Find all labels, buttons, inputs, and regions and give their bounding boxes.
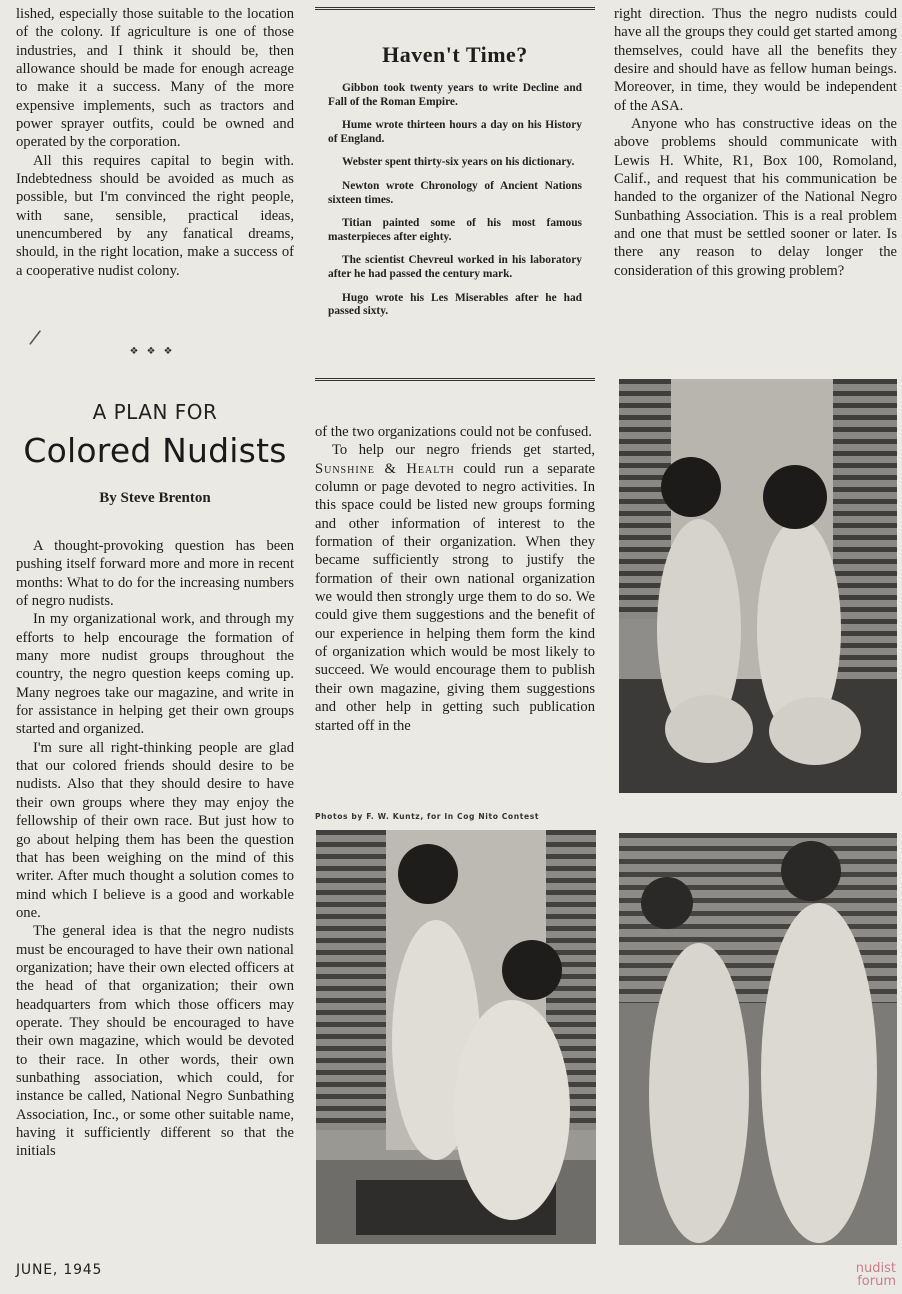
sidebar-item: Hume wrote thirteen hours a day on his History of England. bbox=[328, 119, 582, 145]
section-divider-ornament: ❖❖❖ bbox=[129, 346, 181, 357]
paragraph: of the two organizations could not be confused. bbox=[315, 424, 592, 440]
sidebar-item: Hugo wrote his Les Miserables after he had passed sixty. bbox=[328, 291, 582, 318]
sidebar-item: Titian painted some of his most famous masterpieces after eighty. bbox=[328, 217, 582, 243]
watermark-line: nudist bbox=[855, 1261, 896, 1276]
paragraph-text: could run a separate column or page devoted to negro activities. In this space could be listed new groups forming and other information of interest to the formation of their organization. When they became sufficiently strong to justify the formation of their own national organization we would then strongly urge them to do so. We could give them suggestions and the benefit of our experience in helping them form the kind of organization which would be most likely to succeed. We would encourage them to publish their own magazine, giving them suggestions and other help in getting such publication started off in the bbox=[315, 460, 595, 734]
paragraph bbox=[315, 441, 595, 735]
paragraph: The general idea is that the negro nudists must be encouraged to have their own national organization; have their own elected officers at the head of that organization; their own headquarters from which those officers may operate. They should be encouraged to have their own magazine, which would be devoted to their race. In other words, their own sunbathing association, which could, for instance be called, National Negro Sunbathing Association, Inc., or some other suitable name, having it sufficiently different so that the initials bbox=[16, 923, 294, 1160]
sidebar-item: The scientist Chevreul worked in his laboratory after he had passed the century mark. bbox=[328, 254, 582, 280]
paragraph: Anyone who has constructive ideas on the above problems should communicate with Lewis H. White, R1, Box 100, Romoland, Calif., and request that his communication be handed to the organizer of the National Negro Sunbathing Association. This is a real problem and one that must be settled sooner or later. Is there any reason to delay longer the consideration of this growing problem? bbox=[614, 116, 897, 279]
paragraph: A thought-provoking question has been pushing itself forward more and more in recent months: What to do for the increasing numbers of negro nudists. bbox=[16, 538, 294, 610]
paragraph: lished, especially those suitable to the location of the colony. If agriculture is one of those industries, and I think it should be, then allowance should be made for enough acreage to make it a success. Many of the more expensive implements, such as tractors and power sprayer outfits, could be owned and operated by the corporation. bbox=[16, 6, 294, 151]
article-headline: Colored Nudists bbox=[23, 431, 287, 470]
sidebar-bottom-rule bbox=[315, 378, 595, 381]
sidebar-item: Gibbon took twenty years to write Decline and Fall of the Roman Empire. bbox=[328, 82, 582, 108]
paragraph: right direction. Thus the negro nudists could have all the groups they could get started among themselves, could have all the benefits they desire and should have as fellow human beings. Moreover, in time, they would be independent of the ASA. bbox=[614, 6, 897, 114]
paragraph-text: To help our negro friends get started, bbox=[332, 442, 595, 459]
photo-two-women-embracing bbox=[619, 833, 897, 1245]
magazine-name: Sunshine & Health bbox=[315, 460, 455, 477]
sidebar-title: Haven't Time? bbox=[382, 42, 528, 67]
photo-two-women-seated bbox=[316, 830, 596, 1244]
paragraph: All this requires capital to begin with. Indebtedness should be avoided as much as possible, but I'm convinced the right people, with sane, sensible, practical ideas, unencumbered by any fanatical dreams, should, in the right location, make a success of a cooperative nudist colony. bbox=[16, 152, 294, 279]
paragraph: I'm sure all right-thinking people are glad that our colored friends should desire to be nudists. Also that they should desire to have their own groups where they may enjoy the fellowship of their own race. But just how to go about helping them has been the question that has been weighing on the mind of this writer. After much thought a solution comes to mind which I believe is a good and workable one. bbox=[16, 739, 294, 921]
site-watermark bbox=[856, 1262, 896, 1288]
photo-two-women-kneeling bbox=[619, 379, 897, 793]
article-kicker: A PLAN FOR bbox=[92, 400, 218, 424]
paragraph: In my organizational work, and through my efforts to help encourage the formation of many more nudist groups throughout the country, the negro question keeps coming up. Many negroes take our magazine, and write in for assistance in helping get their own groups started and organized. bbox=[16, 611, 294, 738]
left-column-continued-text bbox=[16, 5, 294, 280]
article-byline: By Steve Brenton bbox=[99, 490, 211, 506]
issue-date-footer: JUNE, 1945 bbox=[16, 1262, 103, 1278]
sidebar-top-rule bbox=[315, 7, 595, 10]
article-column-middle bbox=[315, 423, 595, 735]
article-column-right bbox=[614, 5, 897, 280]
watermark-line: forum bbox=[857, 1274, 896, 1289]
photo-credit: Photos by F. W. Kuntz, for In Cog Nito Contest bbox=[315, 812, 540, 821]
sidebar-list bbox=[328, 82, 582, 329]
sidebar-item: Webster spent thirty-six years on his dictionary. bbox=[342, 156, 575, 169]
pencil-mark: / bbox=[28, 324, 43, 350]
sidebar-item: Newton wrote Chronology of Ancient Nations sixteen times. bbox=[328, 179, 582, 206]
article-column-left bbox=[16, 537, 294, 1161]
